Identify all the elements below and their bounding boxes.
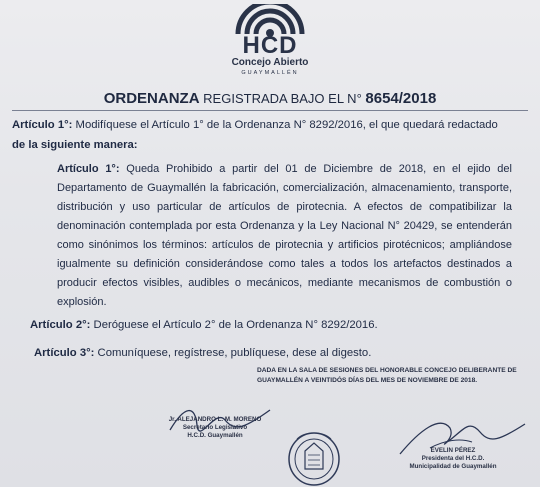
signer-right-name: EVELIN PÉREZ (430, 447, 476, 454)
article-3 (34, 343, 514, 363)
dada-clause: DADA EN LA SALA DE SESIONES DEL HONORABLE CONCEJO DELIBERANTE DE GUAYMALLÉN A VEINTIDÓS DÍAS DEL MES DE NOVIEMBRE DE 2018. (257, 367, 517, 384)
signer-right-org: Municipalidad de Guaymallén (409, 463, 497, 470)
inner-article-1 (57, 160, 512, 312)
logo-city: GUAYMALLÉN (241, 70, 299, 76)
signer-right-role: Presidenta del H.C.D. (421, 455, 485, 462)
logo-name: HCD (242, 32, 298, 59)
title-divider (12, 110, 528, 111)
inner-article-body: Queda Prohibido a partir del 01 de Diciembre de 2018, en el ejido del Departamento de Guaymallén la fabricación, comercialización, almacenamiento, transporte, distribución y uso particular de artículos de pirotecnia. A efectos de compatibilizar la denominación contemplada por esta Ordenanza y la Ley Nacional N° 20429, se entenderán como sinónimos los términos: artículos de pirotecnia y artificios pirotécnicos; ampliándose igualmente su definición considerándose como tales a todos los artefactos destinados a producir efectos visibles, audibles o mecánicos, mediante mecanismos de combustión o explosión. (57, 163, 512, 308)
article-1 (12, 115, 532, 155)
ordinance-title (0, 90, 540, 107)
article-3-label: Artículo 3°: (34, 347, 95, 359)
article-1-text-2: de la siguiente manera: (12, 139, 138, 151)
inner-article-label: Artículo 1°: (57, 163, 120, 175)
signer-left-role: Secretario Legislativo (182, 424, 248, 431)
signer-left-org: H.C.D. Guaymallén (187, 432, 243, 439)
title-registered: REGISTRADA BAJO EL N° (203, 91, 362, 106)
article-3-text: Comuníquese, regístrese, publíquese, dese al digesto. (97, 347, 372, 359)
signer-left (150, 416, 280, 440)
article-2-label: Artículo 2°: (30, 319, 91, 331)
signer-left-name: Jr. ALEJANDRO L. M. MORENO (168, 416, 262, 423)
logo-subtitle: Concejo Abierto (231, 57, 309, 68)
official-seal-icon (285, 425, 343, 487)
title-word: ORDENANZA (103, 90, 200, 107)
article-2-text: Deróguese el Artículo 2° de la Ordenanza N° 8292/2016. (93, 319, 378, 331)
hcd-logo (0, 0, 540, 88)
article-1-label: Artículo 1°: (12, 119, 73, 131)
signer-right (398, 447, 508, 471)
ordinance-number: 8654/2018 (365, 90, 437, 107)
article-2 (30, 315, 510, 335)
article-1-text: Modifíquese el Artículo 1° de la Ordenanza N° 8292/2016, el que quedará redactado (75, 119, 498, 131)
